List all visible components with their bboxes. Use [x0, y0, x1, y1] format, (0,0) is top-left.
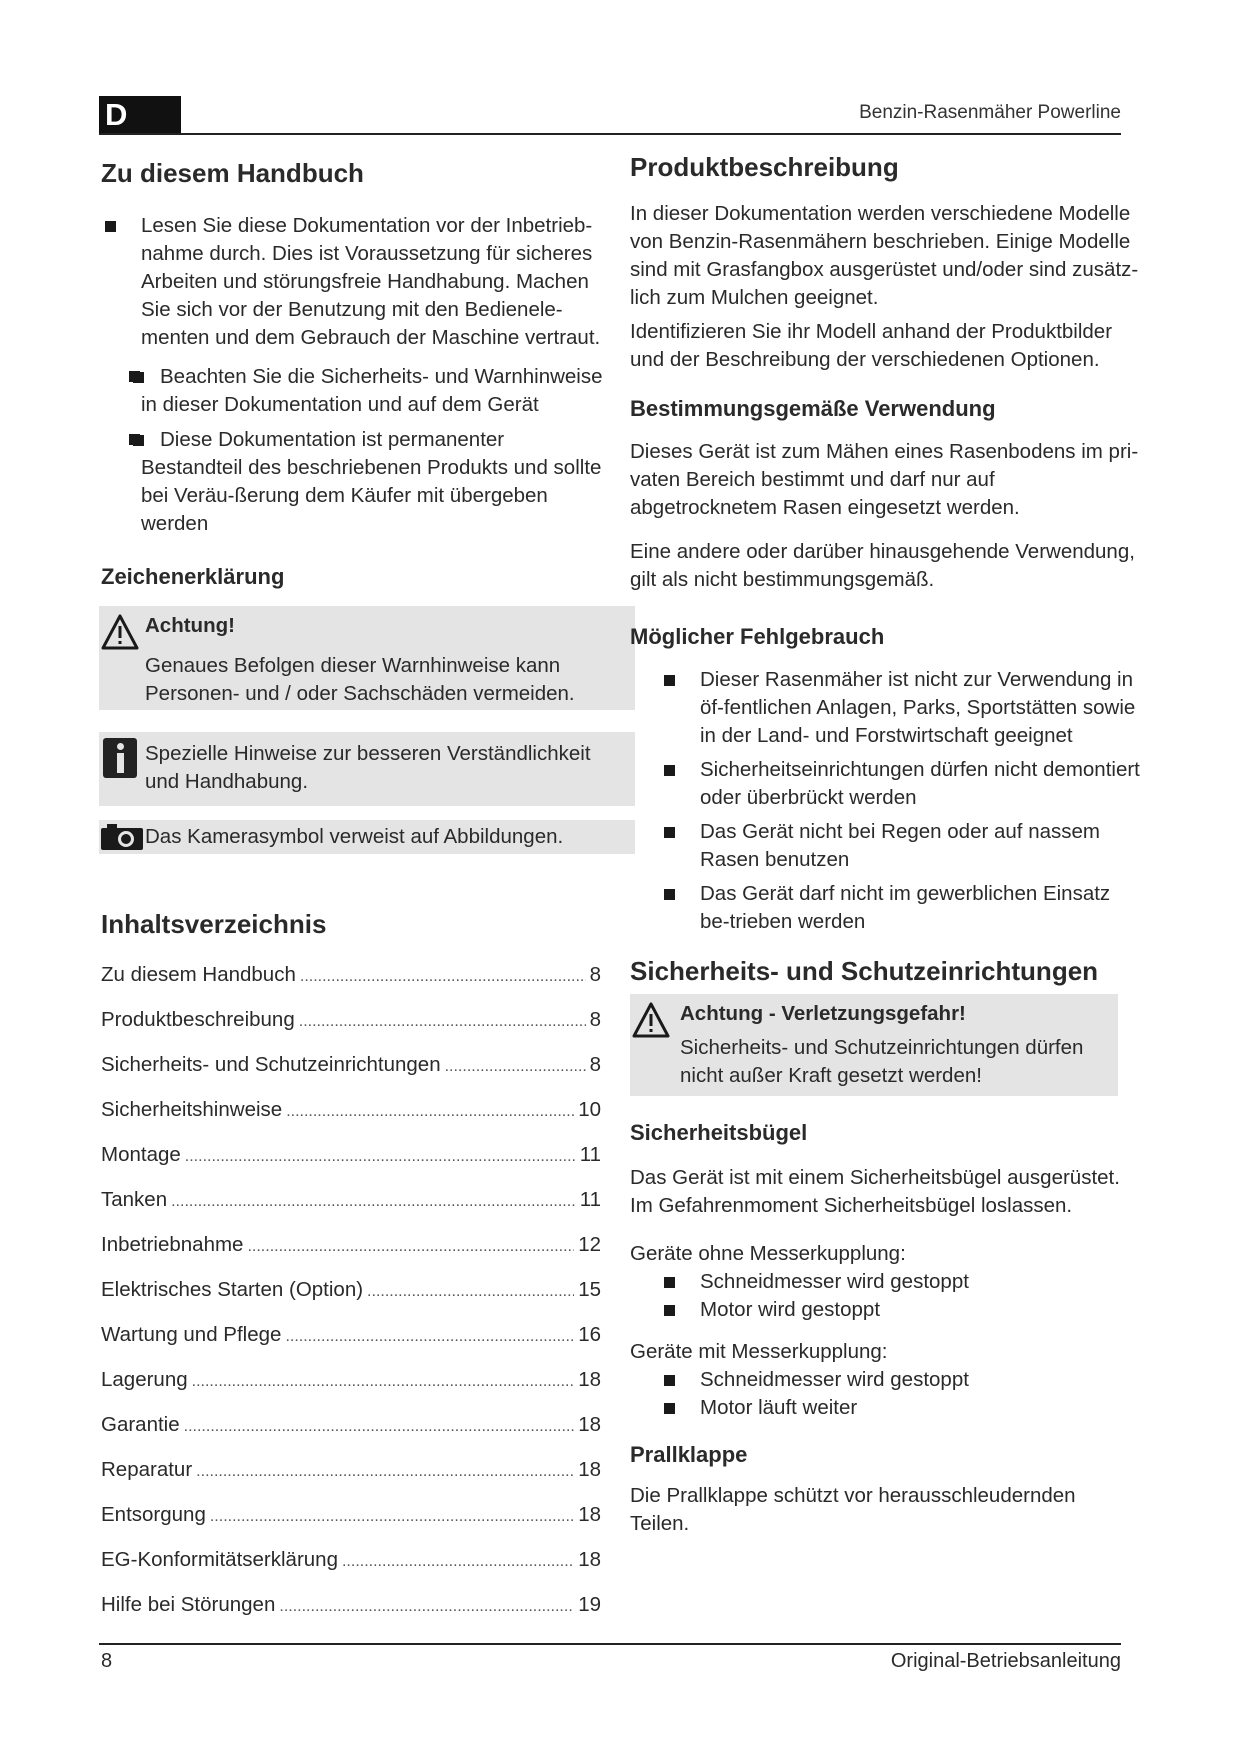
- clutch-item: Schneidmesser wird gestoppt: [660, 1366, 1140, 1394]
- safety-bar-paragraph: Das Gerät ist mit einem Sicherheitsbügel ausgerüstet. Im Gefahrenmoment Sicherheitsbügel loslassen.: [630, 1166, 1120, 1217]
- toc-item[interactable]: Produktbeschreibung ..... 8: [101, 1006, 601, 1051]
- misuse-heading: Möglicher Fehlgebrauch: [630, 624, 885, 649]
- use-paragraph-1: Dieses Gerät ist zum Mähen eines Rasenbodens im pri-vaten Bereich bestimmt und darf nur auf abgetrocknetem Rasen eingesetzt werden.: [630, 440, 1139, 519]
- impact-flap-paragraph: Die Prallklappe schützt vor herausschleudernden Teilen.: [630, 1484, 1076, 1535]
- product-paragraph-1: In dieser Dokumentation werden verschiedene Modelle von Benzin-Rasenmähern beschrieben. Einige Modelle sind mit Grasfangbox ausgerüstet und/oder sind zusätz-lich zum Mulchen geeignet.: [630, 202, 1139, 309]
- toc-item[interactable]: Zu diesem Handbuch ..... 8: [101, 961, 601, 1006]
- warning-triangle-icon: [632, 1002, 670, 1038]
- camera-icon: [101, 824, 143, 850]
- toc-item[interactable]: Montage ..... 11: [101, 1141, 601, 1186]
- use-heading: Bestimmungsgemäße Verwendung: [630, 396, 996, 421]
- legend-warning-title: Achtung!: [145, 614, 235, 637]
- clutch-label: Geräte mit Messerkupplung:: [630, 1340, 888, 1363]
- no-clutch-label: Geräte ohne Messerkupplung:: [630, 1242, 906, 1265]
- no-clutch-item: Motor wird gestoppt: [660, 1296, 1140, 1324]
- info-icon: [103, 738, 137, 778]
- page-number: 8: [101, 1650, 113, 1672]
- language-tab-label: D: [105, 97, 128, 132]
- impact-flap-heading: Prallklappe: [630, 1442, 748, 1467]
- right-column: [630, 150, 1140, 1538]
- legend-info-box: [99, 732, 635, 806]
- toc-item[interactable]: Wartung und Pflege ..... 16: [101, 1321, 601, 1366]
- misuse-item: Das Gerät nicht bei Regen oder auf nassem Rasen benutzen: [660, 818, 1140, 874]
- product-heading: Produktbeschreibung: [630, 152, 899, 182]
- footer-document-type: Original-Betriebsanleitung: [890, 1650, 1121, 1672]
- no-clutch-list: [660, 1268, 1140, 1324]
- toc-item[interactable]: Sicherheits- und Schutzeinrichtungen ..... 8: [101, 1051, 601, 1096]
- legend-heading: Zeichenerklärung: [101, 564, 285, 589]
- left-column: [101, 150, 611, 1636]
- square-bullet-icon: [129, 371, 140, 382]
- toc-item[interactable]: Reparatur ..... 18: [101, 1456, 601, 1501]
- header-rule: [99, 133, 1121, 135]
- toc-item[interactable]: Hilfe bei Störungen ..... 19: [101, 1591, 601, 1636]
- misuse-item: Sicherheitseinrichtungen dürfen nicht demontiert oder überbrückt werden: [660, 756, 1140, 812]
- toc-heading: Inhaltsverzeichnis: [101, 909, 327, 939]
- product-paragraph-2: Identifizieren Sie ihr Modell anhand der Produktbilder und der Beschreibung der verschiedenen Optionen.: [630, 320, 1113, 371]
- about-sub-bullet-1: Beachten Sie die Sicherheits- und Warnhinweise in dieser Dokumentation und auf dem Gerät: [101, 363, 611, 419]
- document-title: Benzin-Rasenmäher Powerline: [859, 102, 1121, 123]
- misuse-item: Das Gerät darf nicht im gewerblichen Einsatz be-trieben werden: [660, 880, 1140, 936]
- legend-info-text: Spezielle Hinweise zur besseren Verständlichkeit und Handhabung.: [145, 742, 591, 793]
- misuse-list: [660, 666, 1140, 936]
- clutch-list: [660, 1366, 1140, 1422]
- legend-camera-box: [99, 820, 635, 854]
- use-paragraph-2: Eine andere oder darüber hinausgehende Verwendung, gilt als nicht bestimmungsgemäß.: [630, 540, 1135, 591]
- language-tab: [99, 96, 181, 134]
- toc-item[interactable]: Inbetriebnahme ..... 12: [101, 1231, 601, 1276]
- square-bullet-icon: [129, 434, 140, 445]
- about-heading: Zu diesem Handbuch: [101, 158, 364, 188]
- legend-warning-text: Genaues Befolgen dieser Warnhinweise kann Personen- und / oder Sachschäden vermeiden.: [145, 654, 575, 705]
- legend-warning-box: [99, 606, 635, 710]
- about-main-bullet: Lesen Sie diese Dokumentation vor der Inbetrieb-nahme durch. Dies ist Voraussetzung für sicheres Arbeiten und störungsfreie Handhabung. Machen Sie sich vor der Benutzung mit den Bedienele-menten und dem Gebrauch der Maschine vertraut.: [101, 212, 611, 352]
- footer-rule: [99, 1643, 1121, 1645]
- safety-warning-title: Achtung - Verletzungsgefahr!: [680, 1002, 966, 1025]
- toc-item[interactable]: EG-Konformitätserklärung ..... 18: [101, 1546, 601, 1591]
- legend-camera-text: Das Kamerasymbol verweist auf Abbildungen.: [145, 825, 564, 848]
- no-clutch-item: Schneidmesser wird gestoppt: [660, 1268, 1140, 1296]
- warning-triangle-icon: [101, 614, 139, 650]
- misuse-item: Dieser Rasenmäher ist nicht zur Verwendung in öf-fentlichen Anlagen, Parks, Sportstätten sowie in der Land- und Forstwirtschaft geeignet: [660, 666, 1140, 750]
- safety-bar-heading: Sicherheitsbügel: [630, 1120, 808, 1145]
- safety-warning-box: [630, 994, 1118, 1096]
- toc-item[interactable]: Lagerung ..... 18: [101, 1366, 601, 1411]
- toc-list: [101, 961, 601, 1636]
- safety-heading: Sicherheits- und Schutzeinrichtungen: [630, 956, 1099, 986]
- clutch-item: Motor läuft weiter: [660, 1394, 1140, 1422]
- toc-item[interactable]: Entsorgung ..... 18: [101, 1501, 601, 1546]
- toc-item[interactable]: Elektrisches Starten (Option) ..... 15: [101, 1276, 601, 1321]
- safety-warning-text: Sicherheits- und Schutzeinrichtungen dürfen nicht außer Kraft gesetzt werden!: [680, 1036, 1084, 1087]
- toc-item[interactable]: Garantie ..... 18: [101, 1411, 601, 1456]
- about-sub-bullet-2: Diese Dokumentation ist permanenter Bestandteil des beschriebenen Produkts und sollte bei Veräu-ßerung dem Käufer mit übergeben werden: [101, 426, 611, 538]
- toc-item[interactable]: Tanken ..... 11: [101, 1186, 601, 1231]
- toc-item[interactable]: Sicherheitshinweise ..... 10: [101, 1096, 601, 1141]
